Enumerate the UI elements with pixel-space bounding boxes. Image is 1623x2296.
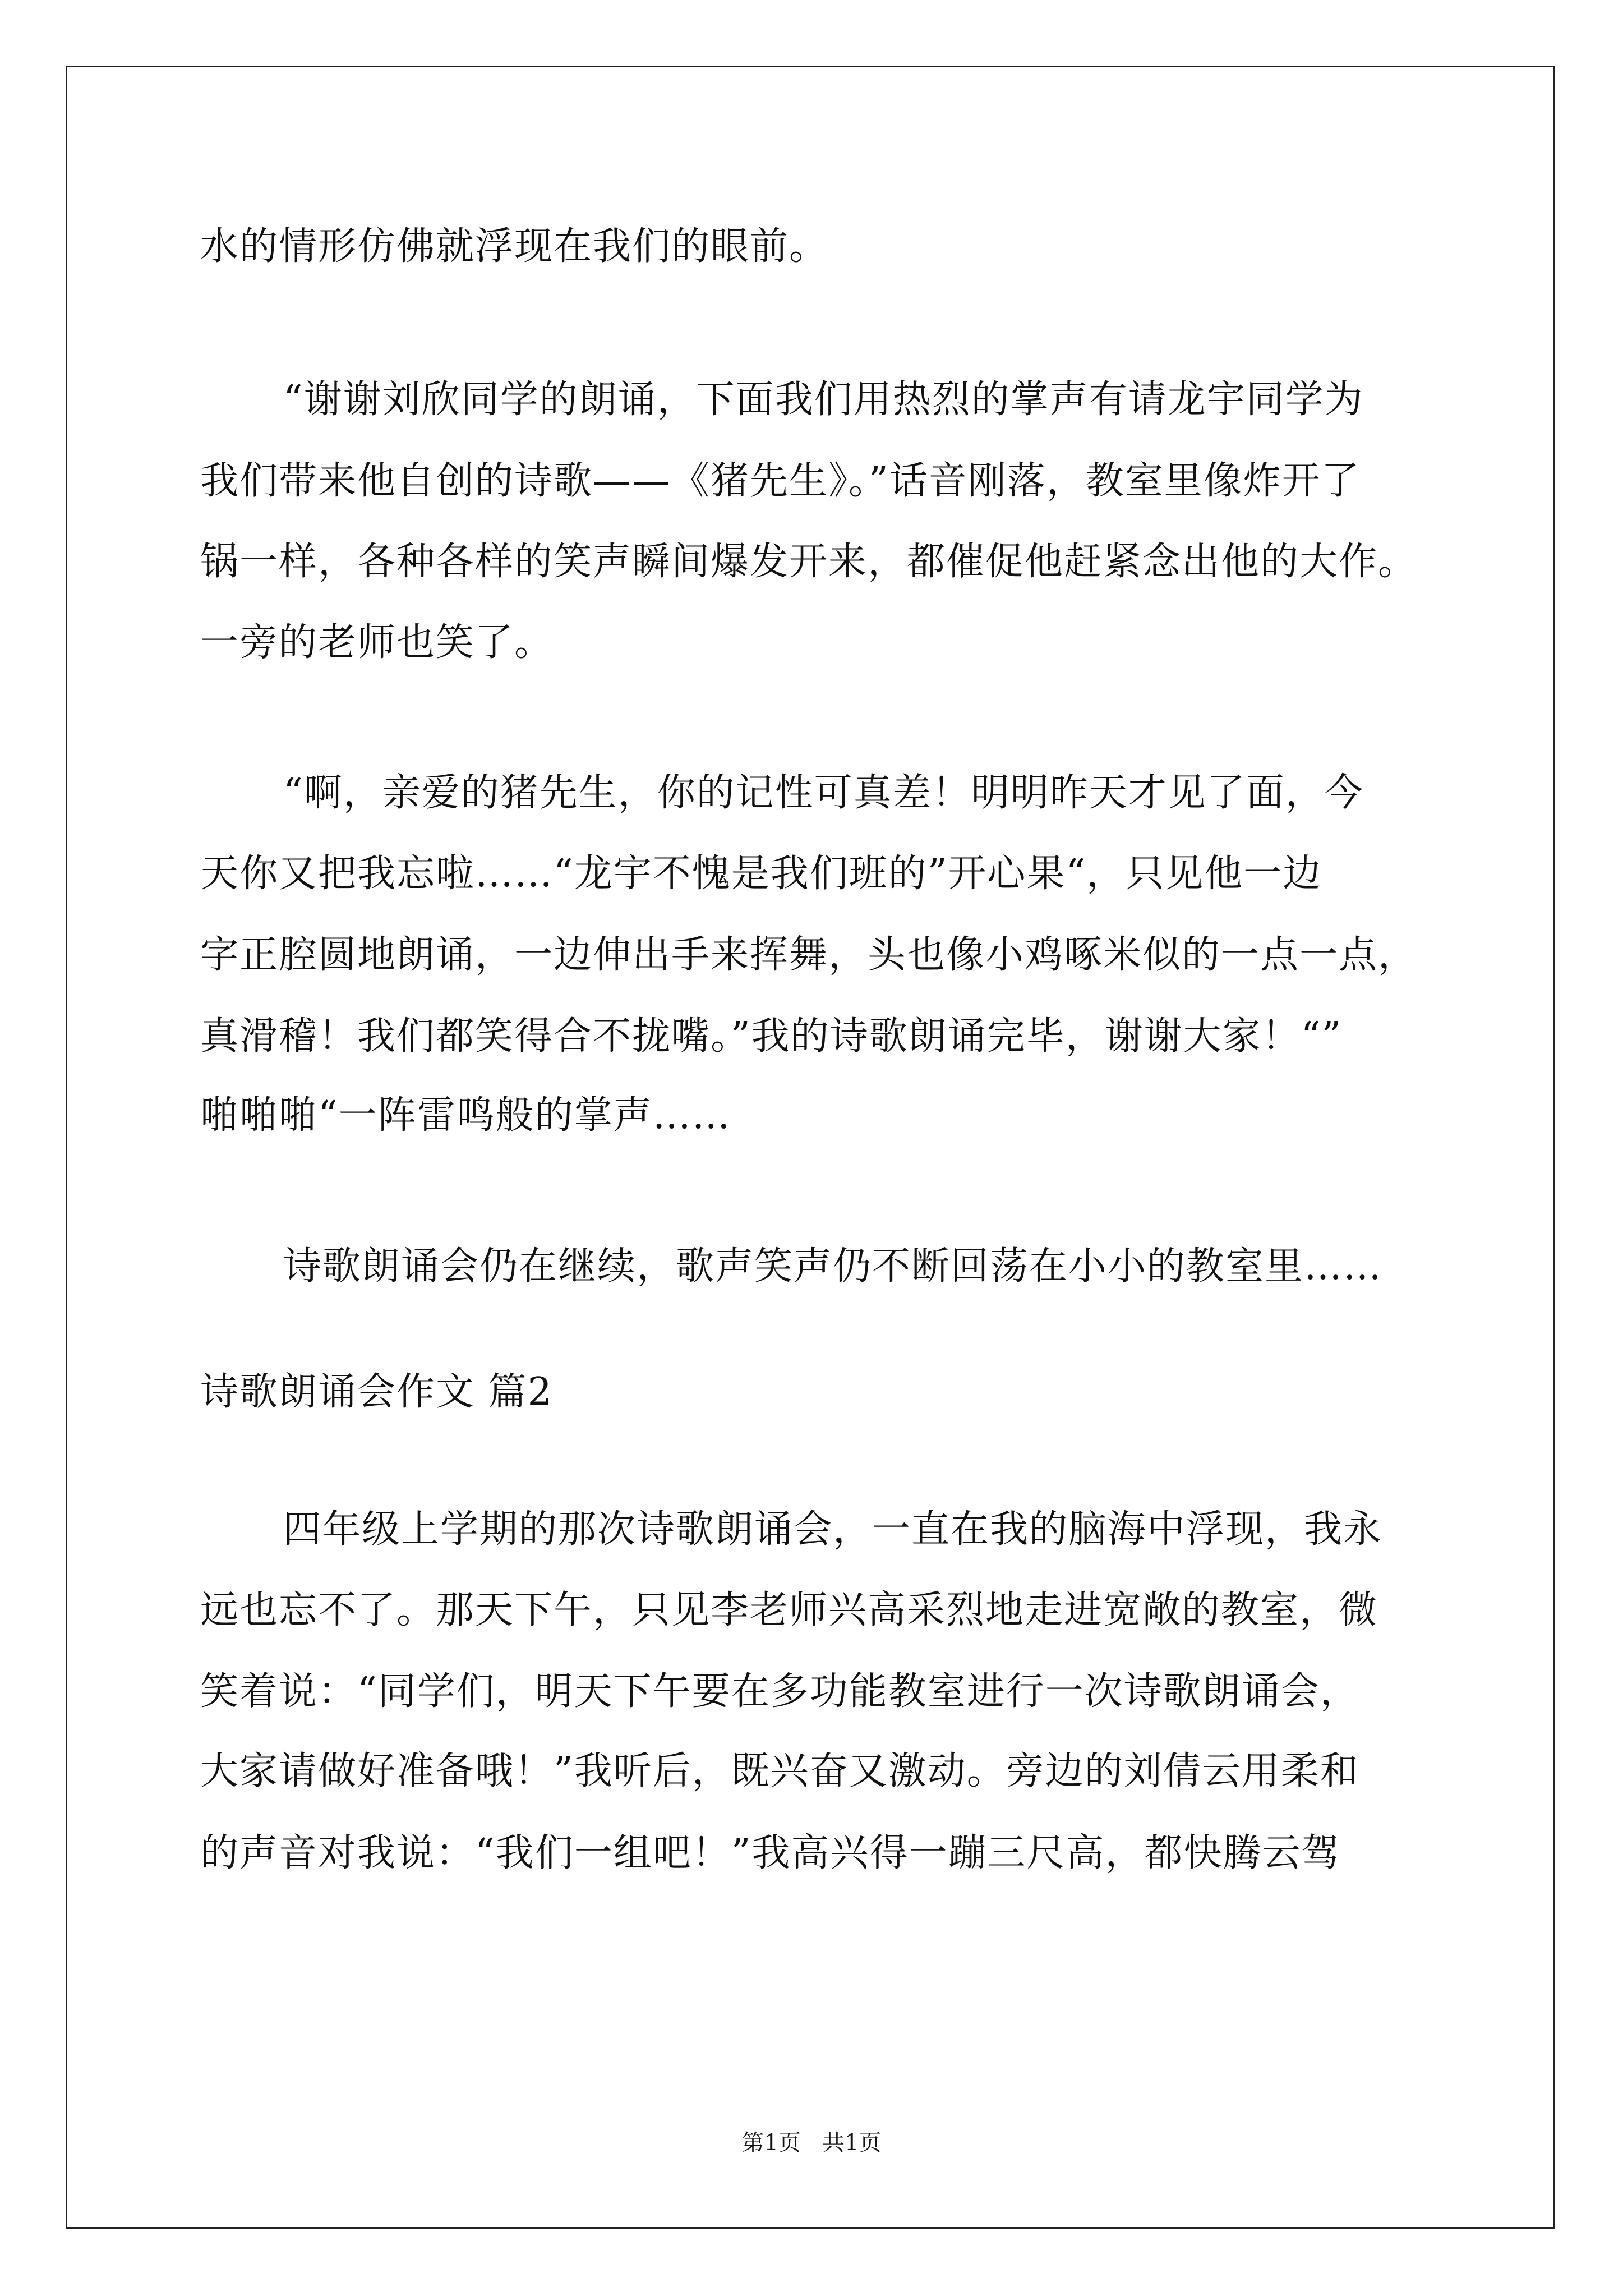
text-line: 真滑稽！我们都笑得合不拢嘴。”我的诗歌朗诵完毕，谢谢大家！“”	[200, 1014, 1343, 1059]
text-line: 一旁的老师也笑了。	[200, 620, 554, 665]
text-line: 四年级上学期的那次诗歌朗诵会，一直在我的脑海中浮现，我永	[283, 1507, 1383, 1552]
text-line: 的声音对我说：“我们一组吧！”我高兴得一蹦三尺高，都快腾云驾	[200, 1831, 1341, 1875]
text-line: 笑着说：“同学们，明天下午要在多功能教室进行一次诗歌朗诵会，	[200, 1669, 1359, 1714]
text-line: 啪啪啪“一阵雷鸣般的掌声……	[200, 1093, 731, 1138]
text-line: 我们带来他自创的诗歌——《猪先生》。”话音刚落，教室里像炸开了	[200, 459, 1361, 503]
text-line: “谢谢刘欣同学的朗诵，下面我们用热烈的掌声有请龙宇同学为	[283, 378, 1364, 422]
section-heading: 诗歌朗诵会作文 篇2	[200, 1370, 553, 1414]
page-footer: 第1页 共1页	[741, 2130, 882, 2156]
text-line: 诗歌朗诵会仍在继续，歌声笑声仍不断回荡在小小的教室里……	[283, 1244, 1383, 1289]
text-line: 远也忘不了。那天下午，只见李老师兴高采烈地走进宽敞的教室，微	[200, 1588, 1378, 1632]
text-line: 字正腔圆地朗诵，一边伸出手来挥舞，头也像小鸡啄米似的一点一点，	[200, 933, 1418, 977]
text-line: 大家请做好准备哦！”我听后，既兴奋又激动。旁边的刘倩云用柔和	[200, 1749, 1359, 1793]
text-line: “啊，亲爱的猪先生，你的记性可真差！明明昨天才见了面，今	[283, 771, 1364, 815]
text-line: 锅一样，各种各样的笑声瞬间爆发开来，都催促他赶紧念出他的大作。	[200, 540, 1418, 584]
text-line: 天你又把我忘啦……“龙宇不愧是我们班的”开心果“，只见他一边	[200, 852, 1322, 896]
text-line: 水的情形仿佛就浮现在我们的眼前。	[200, 224, 829, 269]
